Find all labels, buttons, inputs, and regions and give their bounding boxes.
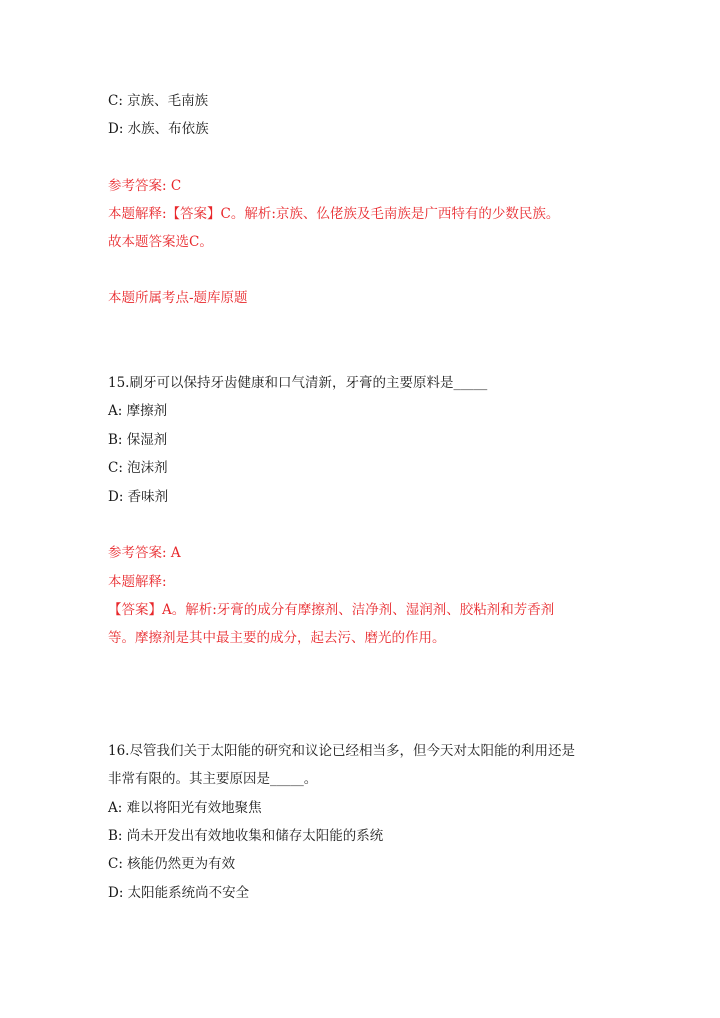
q15-question: 15.刷牙可以保持牙齿健康和口气清新，牙膏的主要原料是_____ (108, 375, 488, 391)
q16-option-a: A: 难以将阳光有效地聚焦 (108, 800, 262, 816)
q14-option-d: D: 水族、布依族 (108, 121, 209, 137)
q16-question-line-2: 非常有限的。其主要原因是_____。 (108, 771, 318, 787)
q15-explanation-line-2: 等。摩擦剂是其中最主要的成分，起去污、磨光的作用。 (108, 630, 446, 646)
q14-option-c: C: 京族、毛南族 (108, 93, 209, 109)
q16-option-b: B: 尚未开发出有效地收集和储存太阳能的系统 (108, 828, 384, 844)
q15-explanation-line-1: 【答案】A。解析:牙膏的成分有摩擦剂、洁净剂、湿润剂、胶粘剂和芳香剂 (108, 602, 555, 618)
q14-answer: 参考答案: C (108, 178, 182, 194)
q15-option-b: B: 保湿剂 (108, 432, 168, 448)
q15-option-d: D: 香味剂 (108, 489, 169, 505)
q15-option-a: A: 摩擦剂 (108, 403, 168, 419)
q14-topic: 本题所属考点-题库原题 (108, 290, 248, 306)
q16-option-c: C: 核能仍然更为有效 (108, 856, 236, 872)
q15-option-c: C: 泡沫剂 (108, 460, 168, 476)
q14-explanation-line-1: 本题解释:【答案】C。解析:京族、仫佬族及毛南族是广西特有的少数民族。 (108, 206, 560, 222)
q16-question-line-1: 16.尽管我们关于太阳能的研究和议论已经相当多，但今天对太阳能的利用还是 (108, 743, 575, 759)
q15-answer: 参考答案: A (108, 545, 181, 561)
q15-explanation-label: 本题解释: (108, 574, 167, 590)
q16-option-d: D: 太阳能系统尚不安全 (108, 885, 250, 901)
q14-explanation-line-2: 故本题答案选C。 (108, 234, 213, 250)
